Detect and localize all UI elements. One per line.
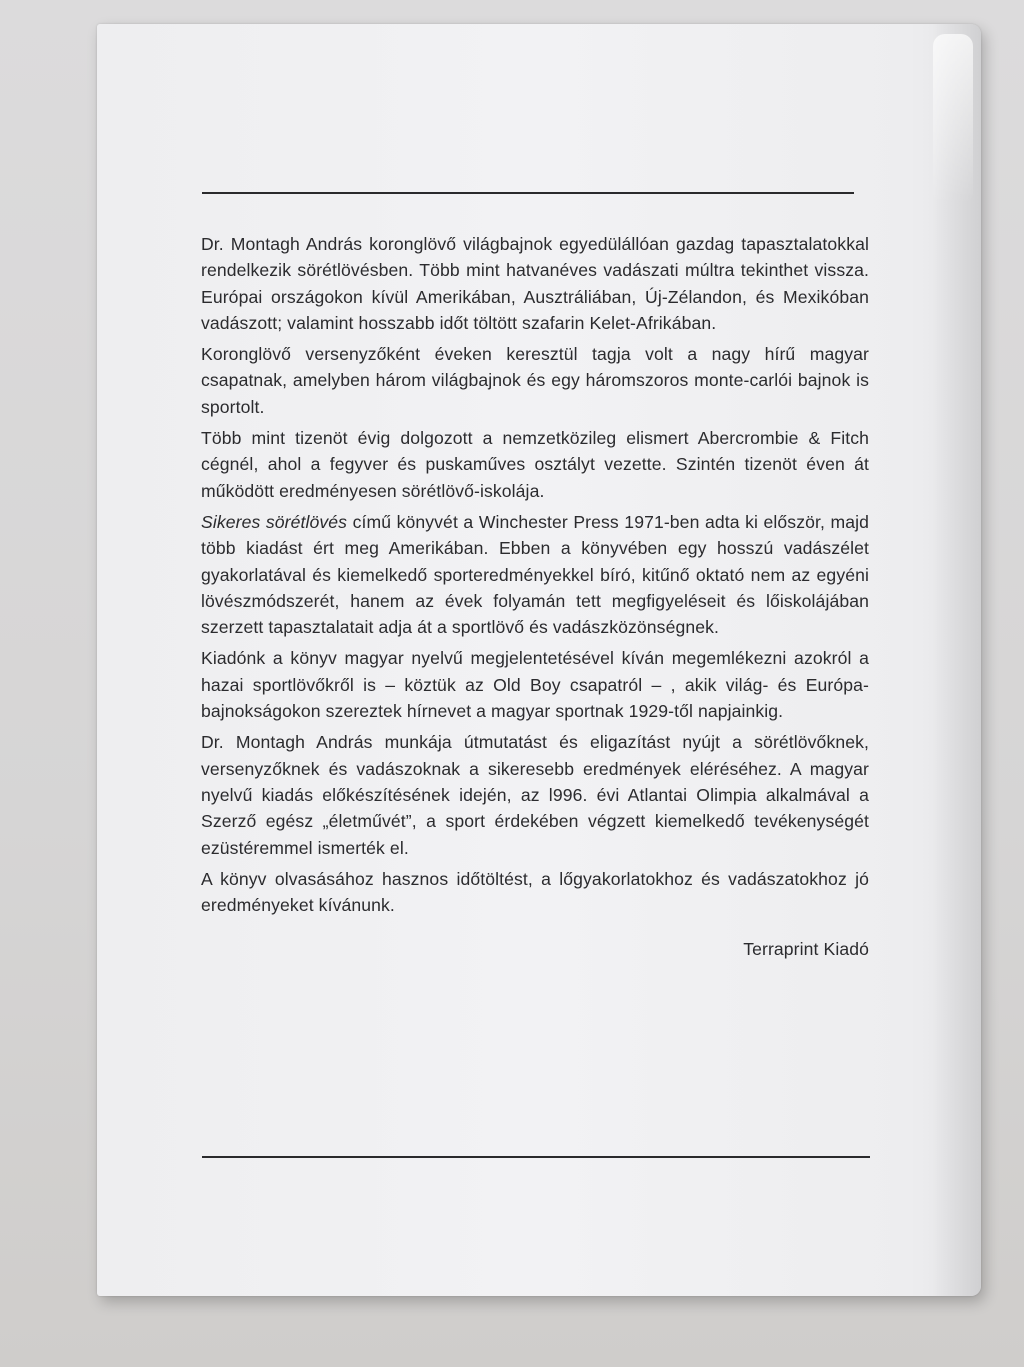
paragraph-1: Dr. Montagh András koronglövő világbajnok egyedülállóan gazdag tapasztalatokkal rendelkezik sörétlövésben. Több mint hatvanéves vadászati múltra tekinthet vissza. Európai országokon kívül Amerikában, Ausztráliában, Új-Zélandon, és Mexikóban vadászott; valamint hosszabb időt töltött szafarin Kelet-Afrikában. — [201, 234, 869, 333]
book-title: Sikeres sörétlövés — [201, 511, 348, 532]
book-back-cover — [97, 24, 981, 1296]
bottom-divider-line — [202, 1156, 870, 1158]
top-divider-line — [202, 192, 854, 194]
paragraph-5: Kiadónk a könyv magyar nyelvű megjelentetésével kíván megemlékezni azokról a hazai sportlövőkről is – köztük az Old Boy csapatról – , akik világ- és Európa-bajnokságokon szereztek hírnevet a magyar sportnak 1929-től napjainkig. — [201, 648, 869, 722]
light-glare — [933, 34, 973, 204]
publisher-signature: Terraprint Kiadó — [743, 939, 869, 960]
paragraph-6: Dr. Montagh András munkája útmutatást és eligazítást nyújt a sörétlövőknek, versenyzőknek és vadászoknak a sikeresebb eredmények eléréséhez. A magyar nyelvű kiadás előkészítésének idején, az l996. évi Atlantai Olimpia alkalmával a Szerző egész „életművét”, a sport érdekében végzett kiemelkedő tevékenységét ezüstéremmel ismerték el. — [201, 732, 869, 858]
paragraph-2: Koronglövő versenyzőként éveken keresztül tagja volt a nagy hírű magyar csapatnak, amelyben három világbajnok és egy háromszoros monte-carlói bajnok is sportolt. — [201, 344, 869, 417]
paragraph-4 — [201, 509, 869, 640]
paragraph-4-text: című könyvét a Winchester Press 1971-ben adta ki először, majd több kiadást ért meg Amerikában. Ebben a könyvében egy hosszú vadászélet gyakorlatával és kiemelkedő sporteredményekkel bíró, kitűnő oktató nem az egyéni lövészmódszerét, hanem az évek folyamán tett megfigyeléseit és lőiskolájában szerzett tapasztalatait adja át a sportlövő és vadászközönségnek. — [201, 511, 869, 638]
paragraph-7: A könyv olvasásához hasznos időtöltést, a lőgyakorlatokhoz és vadászatokhoz jó eredményeket kívánunk. — [201, 868, 869, 916]
paragraph-3: Több mint tizenöt évig dolgozott a nemzetközileg elismert Abercrombie & Fitch cégnél, ahol a fegyver és puskaműves osztályt vezette. Szintén tizenöt éven át működött eredményesen sörétlövő-iskolája. — [201, 428, 869, 501]
cover-edge-shading — [931, 24, 981, 1296]
blurb-text — [201, 231, 869, 968]
